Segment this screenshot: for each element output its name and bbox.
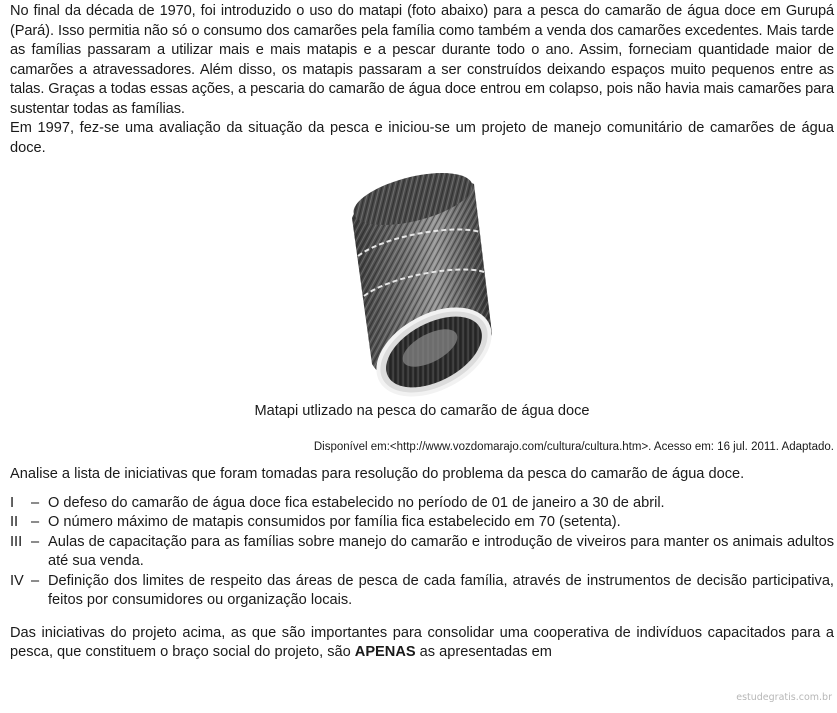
item-dash: –	[31, 514, 40, 530]
item-number: I	[10, 494, 15, 511]
item-dash: –	[31, 494, 40, 511]
statement-emphasis: APENAS	[354, 644, 416, 660]
item-number: II	[10, 514, 19, 530]
item-text: O número máximo de matapis consumidos por família fica estabelecido em 70 (setenta).	[48, 514, 621, 530]
list-item	[10, 494, 834, 514]
list-item	[10, 513, 834, 533]
context-paragraph-2: Em 1997, fez-se uma avaliação da situação da pesca e iniciou-se um projeto de manejo comunitário de camarões de água doce.	[10, 120, 834, 156]
item-dash: –	[31, 533, 40, 550]
figure	[10, 166, 834, 426]
question-document	[10, 2, 834, 663]
item-dash: –	[31, 572, 40, 589]
statement-text-start: Das iniciativas do projeto acima, as que são importantes para consolidar uma cooperativa de indivíduos capacitados para a pesca, que constituem o braço social do projeto, são	[10, 624, 834, 660]
figure-source: Disponível em:<http://www.vozdomarajo.com/cultura/cultura.htm>. Acesso em: 16 jul. 2011. Adaptado.	[313, 441, 834, 453]
initiatives-list	[10, 494, 834, 611]
list-item	[10, 572, 834, 611]
item-text: Definição dos limites de respeito das áreas de pesca de cada família, através de instrumentos de decisão participativa, feitos por consumidores ou organização locais.	[48, 572, 834, 608]
list-item	[10, 533, 834, 572]
figure-caption: Matapi utlizado na pesca do camarão de água doce	[254, 403, 590, 419]
question-intro: Analise a lista de iniciativas que foram tomadas para resolução do problema da pesca do camarão de água doce.	[10, 466, 745, 482]
item-number: IV	[10, 572, 24, 589]
item-text: Aulas de capacitação para as famílias sobre manejo do camarão e introdução de viveiros para manter os animais adultos até sua venda.	[48, 533, 834, 569]
question-statement	[10, 624, 834, 663]
matapi-photo	[324, 166, 520, 398]
item-number: III	[10, 533, 23, 550]
statement-text-end: as apresentadas em	[415, 644, 552, 660]
context-paragraph-1: No final da década de 1970, foi introduzido o uso do matapi (foto abaixo) para a pesca do camarão de água doce em Gurupá (Pará). Isso permitia não só o consumo dos camarões pela família como também a venda dos camarões excedentes. Mais tarde as famílias passaram a utilizar mais e mais matapis e a pescar durante todo o ano. Assim, forneciam quantidade maior de camarões a atravessadores. Além disso, os matapis passaram a ser construídos deixando espaços muito pequenos entre as talas. Graças a todas essas ações, a pescaria do camarão de água doce entrou em colapso, pois não havia mais camarões para sustentar todas as famílias.	[10, 3, 834, 117]
watermark: estudegratis.com.br	[736, 691, 832, 703]
item-text: O defeso do camarão de água doce fica estabelecido no período de 01 de janeiro a 30 de abril.	[48, 494, 665, 511]
